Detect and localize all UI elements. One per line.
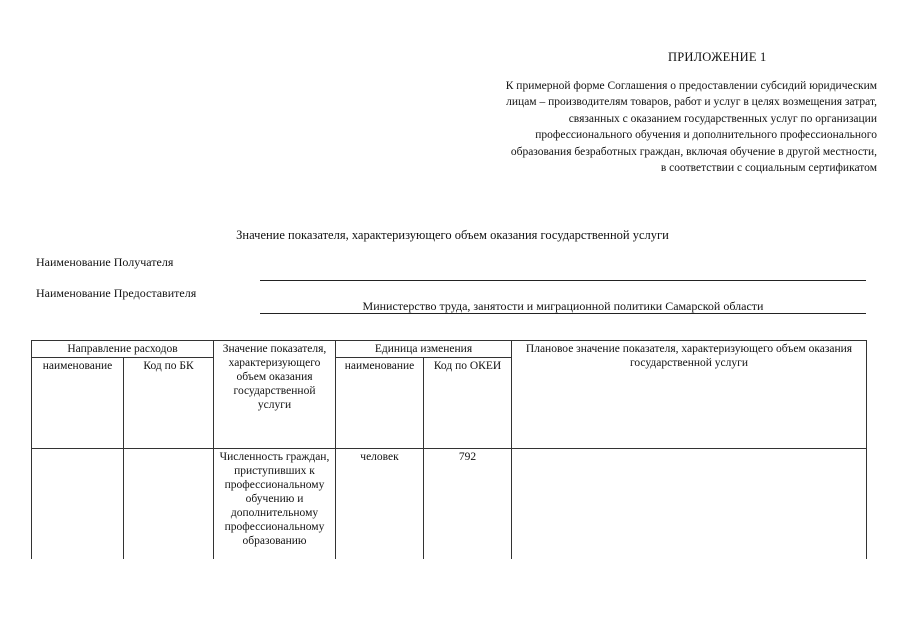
appendix-title: ПРИЛОЖЕНИЕ 1: [668, 50, 767, 64]
table-row: [32, 449, 867, 560]
document-heading: Значение показателя, характеризующего объем оказания государственной услуги: [236, 228, 669, 242]
header-name: наименование: [32, 358, 124, 449]
recipient-label: Наименование Получателя: [36, 255, 174, 269]
cell-planned-value: [512, 449, 867, 560]
appendix-description: К примерной форме Соглашения о предоставлении субсидий юридическим лицам – производителям товаров, работ и услуг в целях возмещения затрат, связанных с оказанием государственных услуг по организации профессионального обучения и дополнительного профессионального образования безработных граждан, включая обучение в другой местности, в соответствии с социальным сертификатом: [505, 80, 877, 175]
provider-field-line: [260, 313, 866, 314]
header-bk-code: Код по БК: [124, 358, 214, 449]
cell-bk-code: [124, 449, 214, 560]
header-unit-name: наименование: [336, 358, 424, 449]
cell-unit-name: человек: [336, 449, 424, 560]
header-planned-value: Плановое значение показателя, характеризующего объем оказания государственной услуги: [512, 341, 867, 449]
header-okei-code: Код по ОКЕИ: [424, 358, 512, 449]
header-expense-direction: Направление расходов: [32, 341, 214, 358]
indicator-table: [31, 340, 867, 559]
recipient-field-line: [260, 280, 866, 281]
provider-label: Наименование Предоставителя: [36, 286, 197, 300]
header-indicator-value: Значение показателя, характеризующего объем оказания государственной услуги: [214, 341, 336, 449]
provider-value: Министерство труда, занятости и миграционной политики Самарской области: [362, 299, 764, 313]
header-unit: Единица изменения: [336, 341, 512, 358]
table-header-row-1: [32, 341, 867, 358]
cell-indicator: Численность граждан, приступивших к профессиональному обучению и дополнительному профессиональному образованию: [214, 449, 336, 560]
cell-okei-code: 792: [424, 449, 512, 560]
cell-name: [32, 449, 124, 560]
